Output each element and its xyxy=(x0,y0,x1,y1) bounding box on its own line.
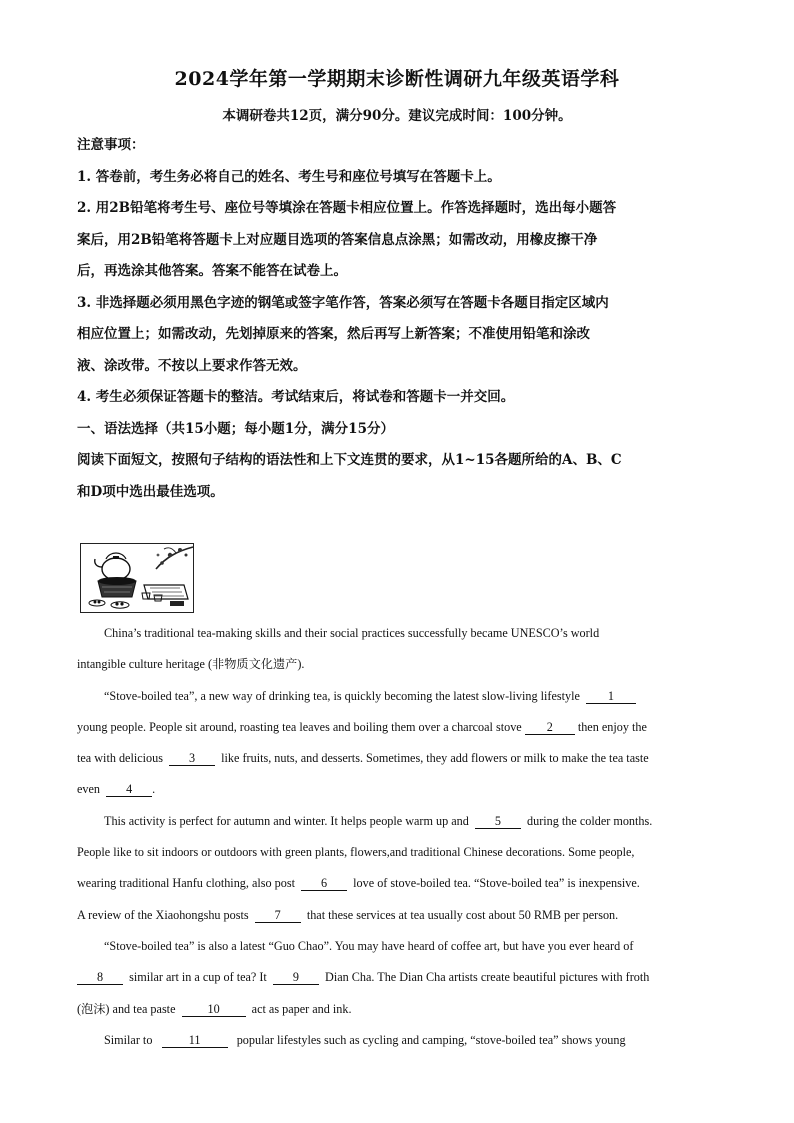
blank-10[interactable]: 10 xyxy=(182,1002,246,1017)
passage-text: wearing traditional Hanfu clothing, also post xyxy=(77,876,295,891)
passage-text: act as paper and ink. xyxy=(251,1001,352,1016)
passage-text: love of stove-boiled tea. “Stove-boiled tea” is inexpensive. xyxy=(353,876,640,891)
notice-line: 3. 非选择题必须用黑色字迹的钢笔或签字笔作答，答案必须写在答题卡各题目指定区域内 xyxy=(77,294,609,311)
passage-text: People like to sit indoors or outdoors with green plants, flowers,and traditional Chinese decorations. Some people, xyxy=(77,845,635,860)
blank-4[interactable]: 4 xyxy=(106,782,152,797)
passage-text: popular lifestyles such as cycling and camping, “stove-boiled tea” shows young xyxy=(236,1032,626,1047)
passage-line xyxy=(77,900,719,931)
passage-line xyxy=(77,712,719,743)
notice-block xyxy=(77,130,727,508)
passage-text: Similar to xyxy=(104,1032,153,1047)
page-title: 2024学年第一学期期末诊断性调研九年级英语学科 xyxy=(174,68,620,90)
blank-7[interactable]: 7 xyxy=(255,908,301,923)
passage-text: This activity is perfect for autumn and winter. It helps people warm up and xyxy=(104,813,469,828)
blank-3[interactable]: 3 xyxy=(169,751,215,766)
passage-text: (泡沫) and tea paste xyxy=(77,1001,176,1016)
blank-5[interactable]: 5 xyxy=(475,814,521,829)
passage-line xyxy=(77,618,719,649)
section-instruction: 和D项中选出最佳选项。 xyxy=(77,483,224,500)
blank-2[interactable]: 2 xyxy=(525,720,575,735)
passage-line xyxy=(77,1025,719,1056)
blank-11[interactable]: 11 xyxy=(162,1033,228,1048)
notice-line: 液、涂改带。不按以上要求作答无效。 xyxy=(77,357,307,374)
notice-line: 4. 考生必须保证答题卡的整洁。考试结束后，将试卷和答题卡一并交回。 xyxy=(77,389,515,405)
passage-text: . xyxy=(152,782,156,797)
teapot-stove-illustration-icon xyxy=(80,543,194,613)
notice-line: 相应位置上；如需改动，先划掉原来的答案，然后再写上新答案；不准使用铅笔和涂改 xyxy=(77,326,590,342)
passage-text: during the colder months. xyxy=(527,813,653,828)
passage-text: A review of the Xiaohongshu posts xyxy=(77,907,249,922)
passage-text: young people. People sit around, roasting tea leaves and boiling them over a charcoal stove xyxy=(77,719,522,734)
passage-line xyxy=(77,649,719,680)
blank-6[interactable]: 6 xyxy=(301,876,347,891)
section-heading: 一、语法选择（共15小题；每小题1分，满分15分） xyxy=(77,420,394,437)
passage-line xyxy=(77,681,719,712)
passage-line xyxy=(77,743,719,774)
blank-9[interactable]: 9 xyxy=(273,970,319,985)
notice-line: 案后，用2B铅笔将答题卡上对应题目选项的答案信息点涂黑；如需改动，用橡皮擦干净 xyxy=(77,231,598,248)
notice-line: 2. 用2B铅笔将考生号、座位号等填涂在答题卡相应位置上。作答选择题时，选出每小题答 xyxy=(77,200,617,216)
passage-line xyxy=(77,837,719,868)
notice-line: 后，再选涂其他答案。答案不能答在试卷上。 xyxy=(77,263,347,279)
passage-text: “Stove-boiled tea”, a new way of drinking tea, is quickly becoming the latest slow-living lifestyle xyxy=(104,688,580,703)
passage-text: then enjoy the xyxy=(577,719,647,734)
passage-line xyxy=(77,774,719,805)
passage-text: similar art in a cup of tea? It xyxy=(129,970,267,985)
passage xyxy=(77,618,719,1056)
passage-line xyxy=(77,806,719,837)
passage-text: Dian Cha. The Dian Cha artists create beautiful pictures with froth xyxy=(325,970,650,985)
passage-text: that these services at tea usually cost about 50 RMB per person. xyxy=(306,907,619,922)
blank-1[interactable]: 1 xyxy=(586,689,636,704)
page-subtitle: 本调研卷共12页，满分90分。建议完成时间：100分钟。 xyxy=(222,108,572,124)
passage-line xyxy=(77,994,719,1025)
passage-line xyxy=(77,931,719,962)
passage-line xyxy=(77,868,719,899)
passage-line xyxy=(77,962,719,993)
blank-8[interactable]: 8 xyxy=(77,970,123,985)
passage-text: even xyxy=(77,782,101,797)
notice-heading: 注意事项： xyxy=(77,137,145,153)
passage-text: tea with delicious xyxy=(77,751,163,766)
section-instruction: 阅读下面短文，按照句子结构的语法性和上下文连贯的要求，从1~15各题所给的A、B、C xyxy=(77,452,622,468)
passage-text: intangible culture heritage (非物质文化遗产). xyxy=(77,657,305,672)
passage-text: “Stove-boiled tea” is also a latest “Guo Chao”. You may have heard of coffee art, but have you ever heard of xyxy=(104,938,634,953)
notice-line: 1. 答卷前，考生务必将自己的姓名、考生号和座位号填写在答题卡上。 xyxy=(77,168,501,185)
passage-text: China’s traditional tea-making skills and their social practices successfully became UNESCO’s world xyxy=(104,626,600,640)
passage-text: like fruits, nuts, and desserts. Sometimes, they add flowers or milk to make the tea taste xyxy=(221,751,649,766)
